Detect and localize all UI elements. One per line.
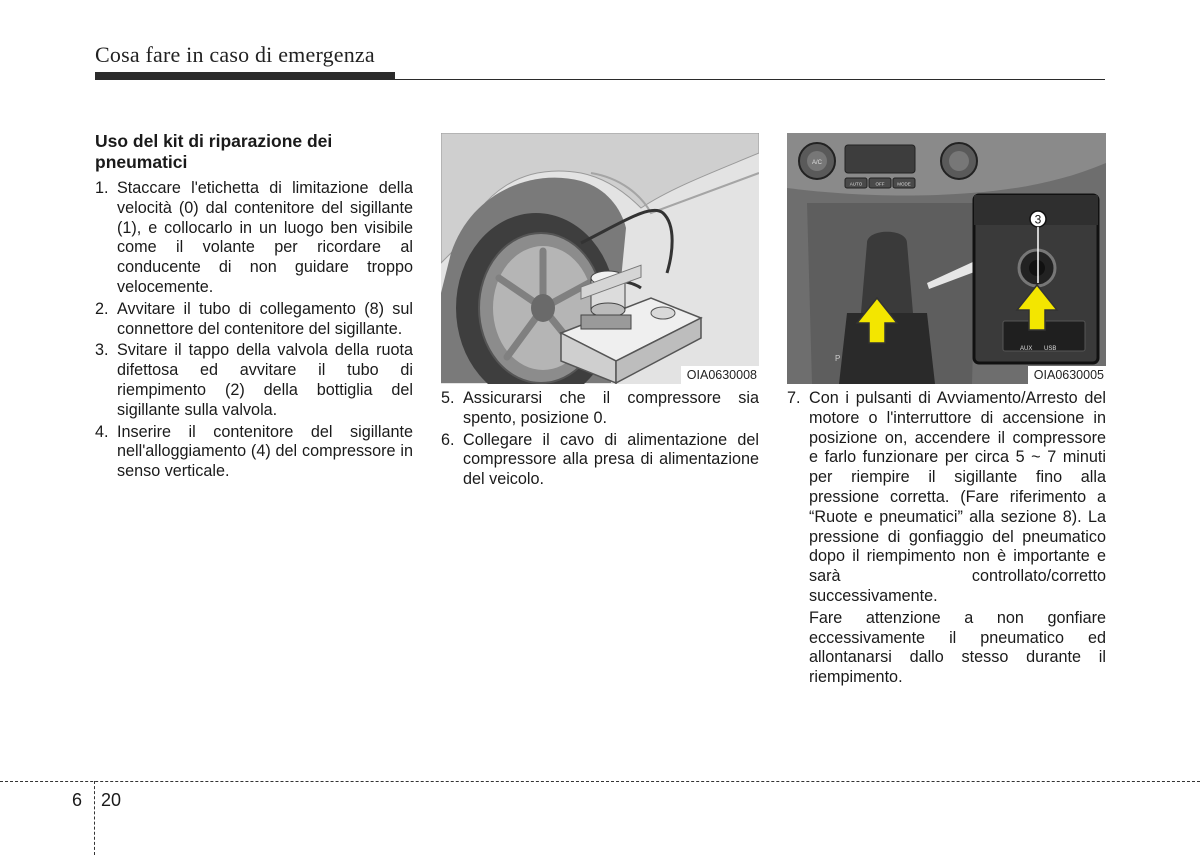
- step-number: 7.: [787, 389, 801, 407]
- figure-code: OIA0630005: [1028, 366, 1106, 384]
- figure-power-outlet: [787, 133, 1106, 384]
- auto-label: AUTO: [849, 181, 863, 187]
- usb-label: USB: [1044, 346, 1057, 352]
- step-number: 6.: [441, 430, 455, 449]
- column-middle: [441, 389, 759, 492]
- header-rule: [95, 79, 1105, 80]
- chapter-number: 6: [72, 790, 83, 810]
- aux-label: AUX: [1020, 346, 1033, 352]
- step-text: Collegare il cavo di alimentazione del compressore alla presa di alimentazione del veicolo.: [463, 430, 759, 489]
- step-text: Inserire il contenitore del sigillante nell'alloggiamento (4) del compressore in senso verticale.: [117, 422, 413, 481]
- figure-code: OIA0630008: [681, 366, 759, 384]
- mode-label: MODE: [897, 181, 911, 187]
- off-label: OFF: [875, 181, 885, 187]
- step-item: [441, 389, 759, 429]
- footer-vertical-divider: [94, 781, 95, 855]
- section-title: Uso del kit di riparazione dei pneumatici: [95, 131, 333, 172]
- power-outlet-illustration: [787, 133, 1106, 384]
- page-number: 20: [101, 790, 122, 810]
- figure-tire-compressor: [441, 133, 759, 384]
- column-left: [95, 131, 413, 484]
- step-number: 4.: [95, 422, 109, 441]
- step-number: 2.: [95, 299, 109, 318]
- step-text: Con i pulsanti di Avviamento/Arresto del motore o l'interruttore di accensione in posizione on, accendere il compressore e farlo funzionare per circa 5 ~ 7 minuti per riempire il sigillante fino alla pressione corretta. (Fare riferimento a “Ruote e pneumatici” alla sezione 8). La pressione di gonfiaggio del pneumatico dopo il riempimento non è importante e sarà controllato/corretto successivamente.: [809, 389, 1106, 605]
- step-text: Staccare l'etichetta di limitazione della velocità (0) dal contenitore del sigillante (1), e collocarlo in un luogo ben visibile come il volante per ricordare al conducente di non guidare troppo velocemente.: [117, 179, 413, 296]
- gear-label: P: [835, 354, 841, 363]
- callout-number: 3: [1034, 212, 1042, 227]
- step-item: [95, 423, 413, 482]
- step-item: [787, 389, 1106, 607]
- step-text: Assicurarsi che il compressore sia spento, posizione 0.: [463, 389, 759, 427]
- page-header-title: Cosa fare in caso di emergenza: [95, 42, 375, 67]
- step-text: Avvitare il tubo di collegamento (8) sul connettore del contenitore del sigillante.: [117, 299, 413, 338]
- step-number: 5.: [441, 389, 455, 407]
- step-item: [95, 300, 413, 340]
- step-item: [95, 341, 413, 420]
- step-note: Fare attenzione a non gonfiare eccessivamente il pneumatico ed allontanarsi dallo stesso durante il riempimento.: [809, 608, 1106, 687]
- column-right: [787, 389, 1106, 688]
- step-item: [95, 179, 413, 298]
- footer-divider: [0, 781, 1200, 782]
- step-number: 3.: [95, 341, 109, 360]
- ac-label: A/C: [811, 160, 823, 166]
- step-text: Svitare il tappo della valvola della ruota difettosa ed avvitare il tubo di riempimento (2) della bottiglia del sigillante sulla valvola.: [117, 341, 413, 419]
- tire-compressor-illustration: [441, 133, 759, 384]
- step-item: [441, 431, 759, 490]
- step-number: 1.: [95, 179, 109, 197]
